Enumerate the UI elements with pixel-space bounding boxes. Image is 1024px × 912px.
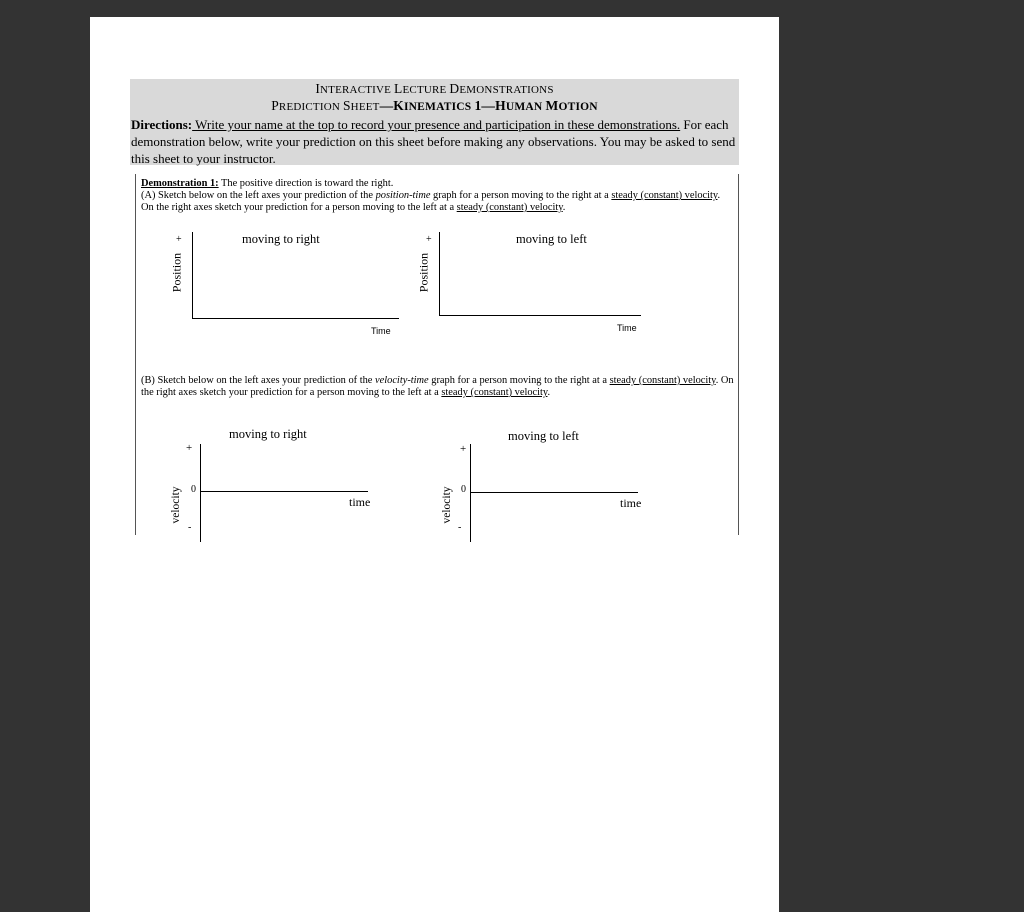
plus-sign: + xyxy=(460,443,467,455)
minus-sign: - xyxy=(188,522,192,533)
x-axis-label: Time xyxy=(617,323,637,333)
plus-sign: + xyxy=(426,234,432,245)
graph-title: moving to right xyxy=(229,427,307,441)
velocity-graph-left[interactable] xyxy=(406,424,736,539)
x-axis-label: time xyxy=(349,495,371,509)
x-axis xyxy=(192,318,399,319)
demo1-part-b-text: (B) Sketch below on the left axes your prediction of the velocity-time graph for a person moving to the right at a steady (constant) velocity. On the right axes sketch your prediction for a person moving to the left at a steady (constant) velocity. xyxy=(141,375,734,398)
y-axis xyxy=(470,444,471,542)
plus-sign: + xyxy=(186,442,193,454)
y-axis xyxy=(192,232,193,319)
y-axis-label: Position xyxy=(416,252,431,293)
graph-title: moving to right xyxy=(242,232,320,246)
page-subtitle: PREDICTION SHEET—KINEMATICS 1—HUMAN MOTION xyxy=(271,98,598,113)
y-axis xyxy=(200,444,201,542)
document-page xyxy=(90,17,779,912)
x-axis xyxy=(200,491,368,492)
position-graph-left[interactable] xyxy=(386,229,736,359)
x-axis-label: time xyxy=(620,496,642,510)
directions-text: Directions: Write your name at the top to record your presence and participation in these demonstrations. For each demonstration below, write your prediction on this sheet before making any observations. You may be asked to send this sheet to your instructor. xyxy=(131,117,736,166)
graph-title: moving to left xyxy=(508,429,579,443)
y-axis xyxy=(439,232,440,316)
page-title: INTERACTIVE LECTURE DEMONSTRATIONS xyxy=(315,81,554,96)
x-axis-label: Time xyxy=(371,326,391,336)
demonstration-1-box xyxy=(135,174,739,535)
header-box xyxy=(130,79,739,165)
y-axis-label: velocity xyxy=(170,486,182,524)
y-axis-label: velocity xyxy=(441,486,453,524)
demo1-part-a-text: Demonstration 1: The positive direction is toward the right. (A) Sketch below on the left axes your prediction of the position-time graph for a person moving to the right at a steady (constant) velocity. On the right axes sketch your prediction for a person moving to the left at a steady (constant) velocity. xyxy=(141,178,721,213)
y-axis-label: Position xyxy=(169,252,184,293)
velocity-graph-right[interactable] xyxy=(136,424,436,539)
graph-title: moving to left xyxy=(516,232,587,246)
x-axis xyxy=(439,315,641,316)
zero-label: 0 xyxy=(191,484,196,495)
plus-sign: + xyxy=(176,234,182,245)
minus-sign: - xyxy=(458,522,462,533)
x-axis xyxy=(470,492,638,493)
zero-label: 0 xyxy=(461,484,466,495)
